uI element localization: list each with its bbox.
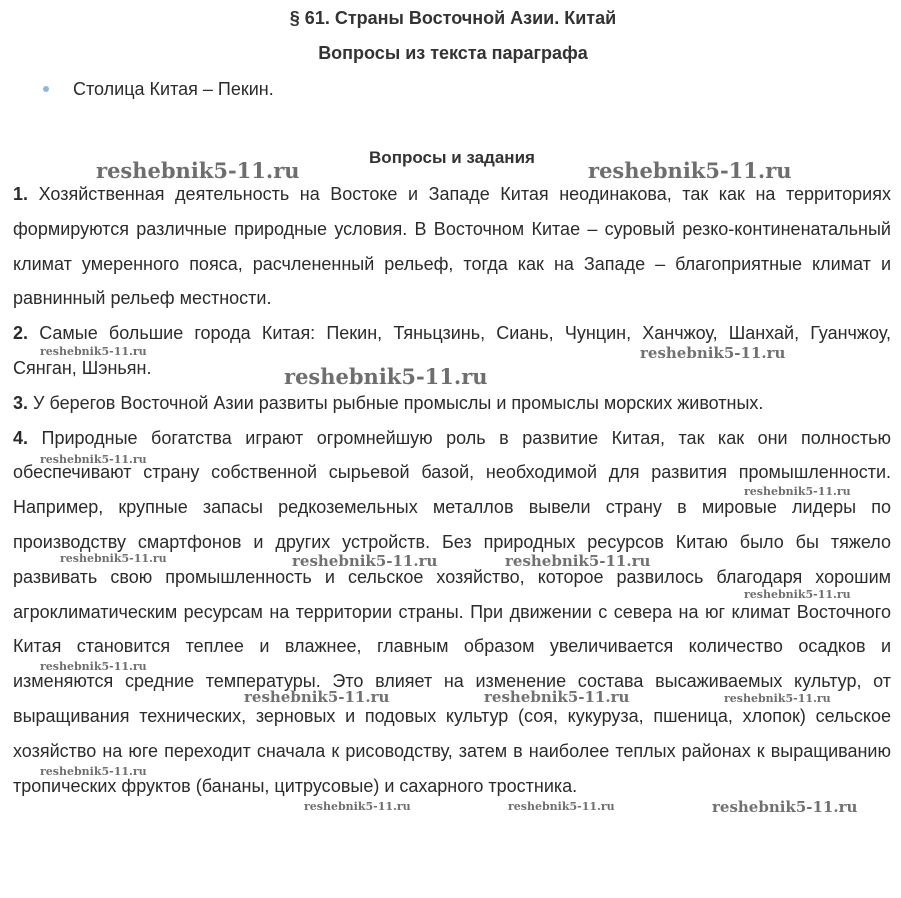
answer-text: Хозяйственная деятельность на Востоке и Западе Китая неодинакова, так как на территориях формируются различные природные условия. В Восточном Китае – суровый резко-континенатальный климат умеренного пояса, расчлененный рельеф, тогда как на Западе – благоприятные климат и равнинный рельеф местности.: [13, 184, 891, 309]
watermark: reshebnik5-11.ru: [744, 485, 851, 498]
watermark: reshebnik5-11.ru: [588, 158, 792, 183]
answer-text: У берегов Восточной Азии развиты рыбные промыслы и промыслы морских животных.: [33, 392, 764, 413]
list-item-text: Столица Китая – Пекин.: [73, 79, 274, 99]
watermark: reshebnik5-11.ru: [484, 688, 630, 706]
watermark: reshebnik5-11.ru: [304, 800, 411, 813]
answer-1: [13, 177, 891, 316]
section-subtitle: Вопросы из текста параграфа: [318, 43, 588, 63]
list-item: [40, 78, 274, 100]
watermark: reshebnik5-11.ru: [40, 453, 147, 466]
answer-number: 1.: [13, 184, 29, 204]
watermark: reshebnik5-11.ru: [284, 364, 488, 389]
watermark: reshebnik5-11.ru: [40, 660, 147, 673]
watermark: reshebnik5-11.ru: [292, 552, 438, 570]
tasks-heading: Вопросы и задания: [369, 148, 535, 167]
text-questions-list: [40, 78, 274, 100]
answer-number: 2.: [13, 323, 29, 344]
watermark: reshebnik5-11.ru: [505, 552, 651, 570]
watermark: reshebnik5-11.ru: [744, 588, 851, 601]
watermark: reshebnik5-11.ru: [640, 344, 786, 362]
answer-number: 3.: [13, 392, 29, 413]
bullet-icon: [43, 86, 49, 92]
answer-text: Самые большие города Китая: Пекин, Тяньцзинь, Сиань, Чунцин, Ханчжоу, Шанхай, Гуанчжоу, Сянган, Шэньян.: [13, 323, 891, 378]
answer-3: [13, 386, 891, 421]
answer-number: 4.: [13, 427, 29, 448]
page-title: § 61. Страны Восточной Азии. Китай: [289, 8, 617, 28]
watermark: reshebnik5-11.ru: [96, 158, 300, 183]
watermark: reshebnik5-11.ru: [60, 552, 167, 565]
watermark: reshebnik5-11.ru: [40, 765, 147, 778]
answers-block: [13, 177, 891, 803]
answer-text: Природные богатства играют огромнейшую роль в развитие Китая, так как они полностью обеспечивают страну собственной сырьевой базой, необходимой для развития промышленности. Например, крупные запасы редкоземельных металлов вывели страну в мировые лидеры по производству смартфонов и других устройств. Без природных ресурсов Китаю было бы тяжело развивать свою промышленность и сельское хозяйство, которое развилось благодаря хорошим агроклиматическим ресурсам на территории страны. При движении с севера на юг климат Восточного Китая становится теплее и влажнее, главным образом увеличивается количество осадков и изменяются средние температуры. Это влияет на изменение состава высаживаемых культур, от выращивания технических, зерновых и подовых культур (соя, кукуруза, пшеница, хлопок) сельское хозяйство на юге переходит сначала к рисоводству, затем в наиболее теплых районах к выращиванию тропических фруктов (бананы, цитрусовые) и сахарного тростника.: [13, 427, 891, 796]
answer-4: [13, 421, 891, 804]
watermark: reshebnik5-11.ru: [508, 800, 615, 813]
watermark: reshebnik5-11.ru: [712, 798, 858, 816]
watermark: reshebnik5-11.ru: [724, 692, 831, 705]
watermark: reshebnik5-11.ru: [40, 345, 147, 358]
answer-2: [13, 316, 891, 386]
watermark: reshebnik5-11.ru: [244, 688, 390, 706]
